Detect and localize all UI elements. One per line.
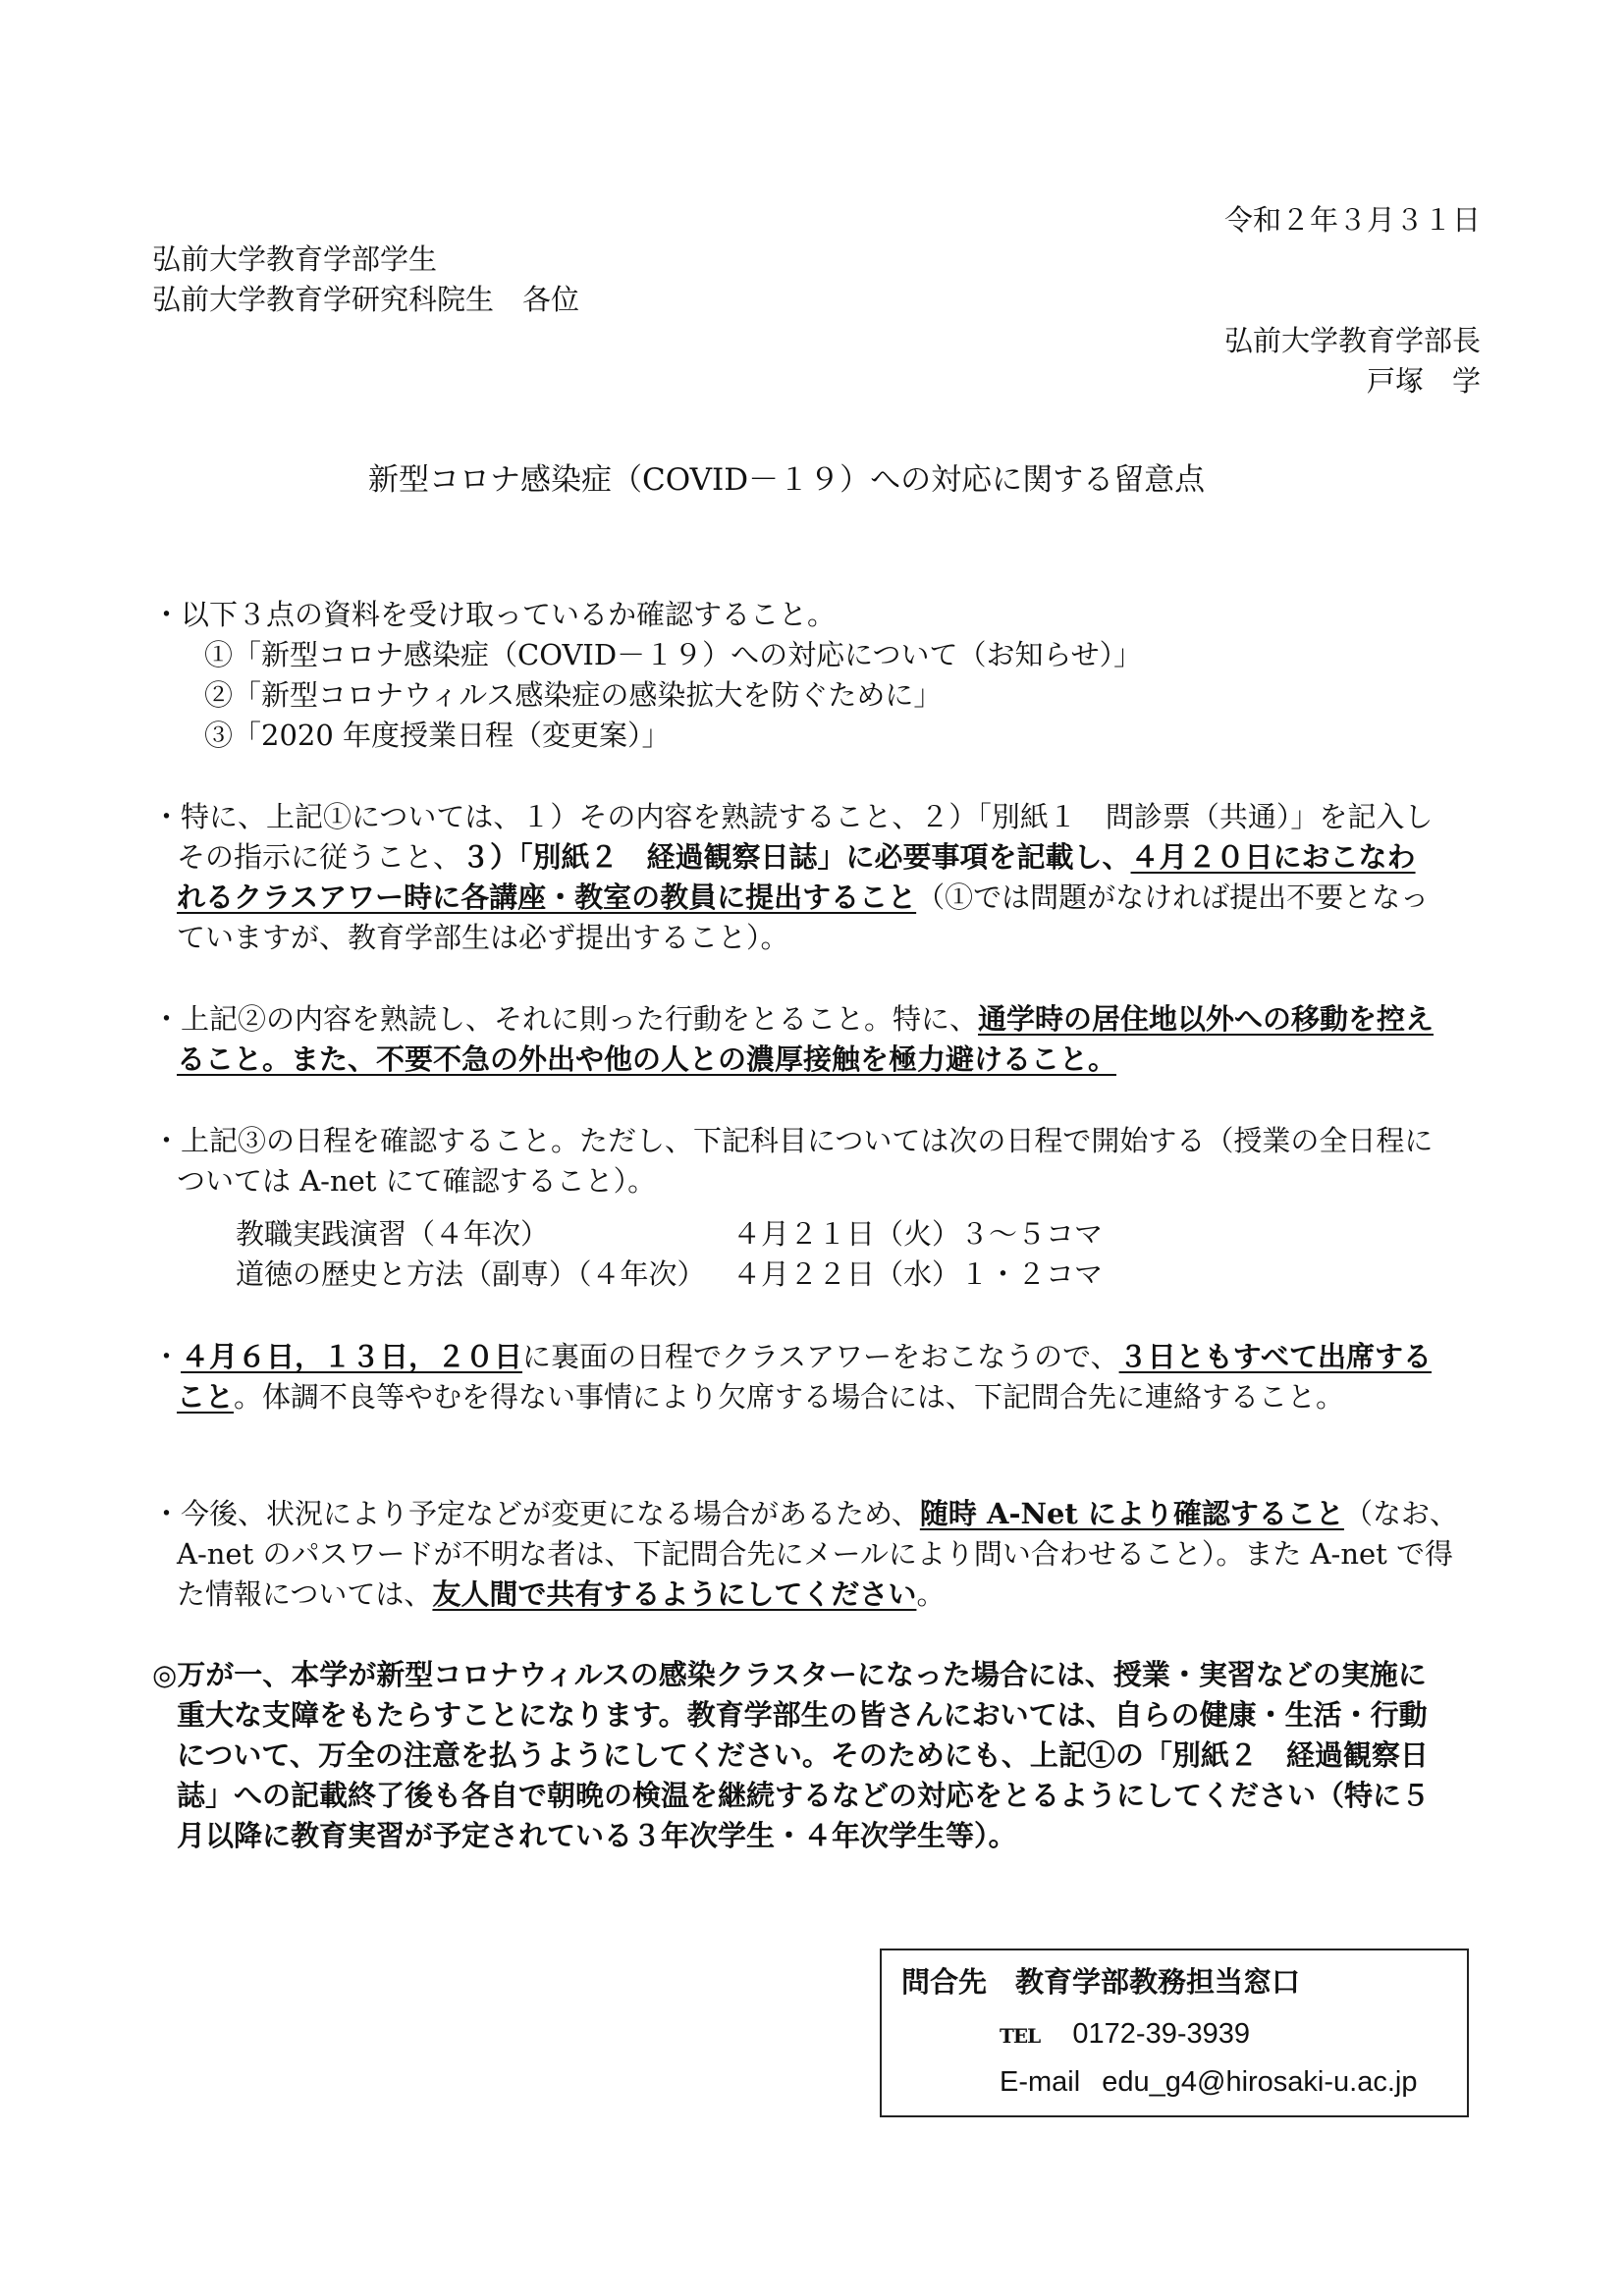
sec4-line-1: ・上記③の日程を確認すること。ただし、下記科目については次の日程で開始する（授業の全日程に [152, 1124, 1434, 1157]
sec1-item-1: ①「新型コロナ感染症（COVID－１９）への対応について（お知らせ）」 [204, 638, 1143, 671]
sec3-line-1 [152, 999, 1434, 1039]
sec2-line-3 [177, 878, 1429, 917]
date: 令和２年３月３１日 [1223, 203, 1481, 237]
sec2-line-1: ・特に、上記①については、１）その内容を熟読すること、２）「別紙１ 問診票（共通）」を記入し [152, 800, 1434, 833]
contact-label: 問合先 教育学部教務担当窓口 [901, 1965, 1301, 1999]
sec6-line-1-a: ・今後、状況により予定などが変更になる場合があるため、 [152, 1497, 920, 1530]
document-title: 新型コロナ感染症（COVID－１９）への対応に関する留意点 [368, 462, 1206, 498]
sec5-line-1-b: ４月６日，１３日，２０日 [181, 1340, 523, 1373]
sec1-intro: ・以下３点の資料を受け取っているか確認すること。 [152, 598, 837, 631]
contact-email: edu_g4@hirosaki-u.ac.jp [1102, 2066, 1418, 2098]
schedule-date-2: ４月２２日（水）１・２コマ [732, 1257, 1104, 1291]
sec2-line-4: ていますが、教育学部生は必ず提出すること）。 [177, 921, 789, 954]
sec1-item-2: ②「新型コロナウィルス感染症の感染拡大を防ぐために」 [204, 678, 943, 712]
contact-tel-row [1000, 2013, 1250, 2056]
contact-email-row [1000, 2062, 1417, 2102]
sender-title: 弘前大学教育学部長 [1223, 324, 1481, 357]
sec5-line-2-a: こと [177, 1380, 235, 1414]
recipient-students: 弘前大学教育学部学生 [152, 242, 438, 276]
sec2-line-3-a: れるクラスアワー時に各講座・教室の教員に提出すること [177, 881, 917, 914]
sec7-line-5: 月以降に教育実習が予定されている３年次学生・４年次学生等）。 [177, 1819, 1017, 1852]
sec1-item-3: ③「2020 年度授業日程（変更案）」 [204, 719, 671, 752]
sec6-line-3-c: 。 [916, 1577, 946, 1611]
contact-box [880, 1949, 1469, 2117]
sec5-line-1-c: に裏面の日程でクラスアワーをおこなうので、 [522, 1340, 1119, 1373]
sec2-line-2-b: ３）「別紙２ 経過観察日誌」に必要事項を記載し、 [461, 840, 1131, 874]
sec6-line-3-a: た情報については、 [177, 1577, 433, 1611]
sec6-line-1-b: 随時 A-Net により確認すること [919, 1497, 1344, 1530]
sec7-line-4: 誌」への記載終了後も各自で朝晩の検温を継続するなどの対応をとるようにしてください（特に５ [177, 1779, 1431, 1812]
tel-label: TEL [1000, 2024, 1041, 2048]
sec4-line-2: ついては A-net にて確認すること）。 [177, 1164, 657, 1198]
sec7-line-2: 重大な支障をもたらすことになります。教育学部生の皆さんにおいては、自らの健康・生活・行動 [177, 1698, 1428, 1732]
schedule-subject-2: 道徳の歴史と方法（副専）（４年次） [236, 1257, 706, 1291]
sender-name: 戸塚 学 [1366, 364, 1481, 398]
sec6-line-1 [152, 1494, 1458, 1533]
contact-tel: 0172-39-3939 [1072, 2018, 1251, 2050]
sec6-line-3-b: 友人間で共有するようにしてください [432, 1577, 917, 1611]
sec5-line-1 [152, 1337, 1432, 1376]
sec2-line-2-a: その指示に従うこと、 [177, 840, 462, 874]
sec6-line-1-c: （なお、 [1343, 1497, 1458, 1530]
sec5-line-2-b: 。体調不良等やむを得ない事情により欠席する場合には、下記問合先に連絡すること。 [234, 1380, 1345, 1414]
sec3-line-2: ること。また、不要不急の外出や他の人との濃厚接触を極力避けること。 [177, 1042, 1117, 1076]
sec6-line-2: A-net のパスワードが不明な者は、下記問合先にメールにより問い合わせること）。また A-net で得 [177, 1537, 1454, 1571]
sec5-line-1-a: ・ [152, 1340, 182, 1373]
schedule-date-1: ４月２１日（火）３～５コマ [732, 1217, 1104, 1251]
sec3-line-1-a: ・上記②の内容を熟読し、それに則った行動をとること。特に、 [152, 1002, 979, 1036]
sec2-line-3-b: （①では問題がなければ提出不要となっ [916, 881, 1430, 914]
sec5-line-1-d: ３日ともすべて出席する [1118, 1340, 1433, 1373]
sec3-line-1-b: 通学時の居住地以外への移動を控え [978, 1002, 1435, 1036]
sec2-line-2-c: ４月２０日におこなわ [1130, 840, 1416, 874]
recipient-graduates: 弘前大学教育学研究科院生 各位 [152, 283, 580, 316]
sec2-line-2 [177, 837, 1416, 877]
sec5-line-2 [177, 1377, 1344, 1416]
sec7-line-3: について、万全の注意を払うようにしてください。そのためにも、上記①の「別紙２ 経過観察日 [177, 1738, 1429, 1772]
sec7-line-1: ◎万が一、本学が新型コロナウィルスの感染クラスターになった場合には、授業・実習などの実施に [152, 1658, 1427, 1691]
sec6-line-3 [177, 1575, 945, 1614]
email-label: E-mail [1000, 2066, 1081, 2098]
schedule-subject-1: 教職実践演習（４年次） [236, 1217, 550, 1251]
